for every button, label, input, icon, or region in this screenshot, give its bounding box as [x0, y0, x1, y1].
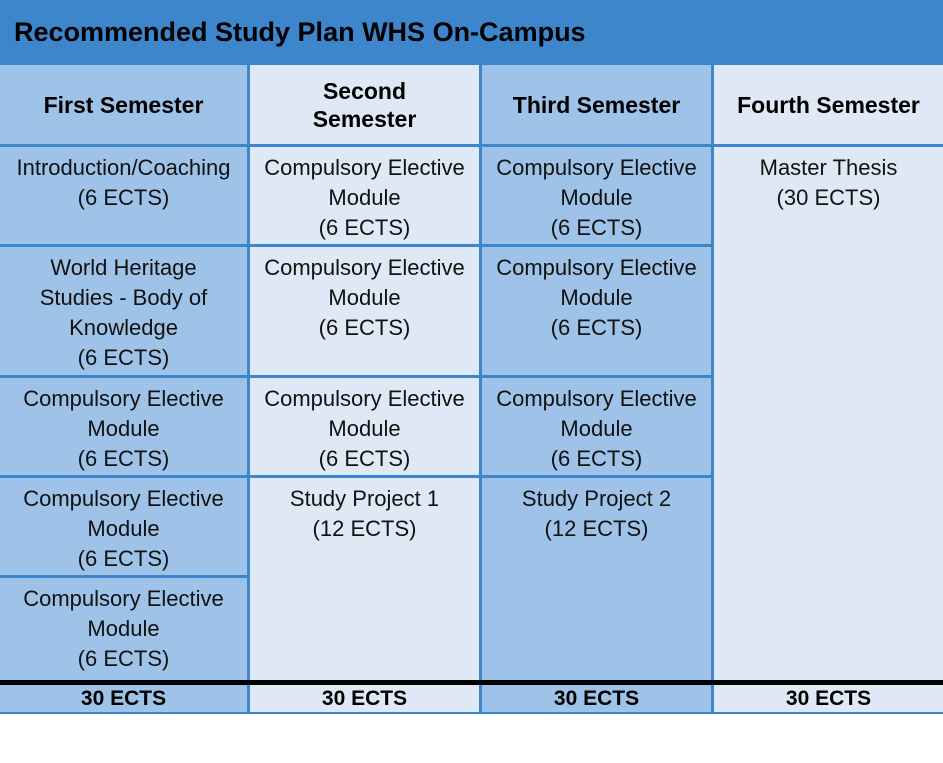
module-line: Compulsory Elective — [264, 155, 465, 180]
module-line: Compulsory Elective — [496, 386, 697, 411]
module-cell — [482, 247, 711, 378]
column-header-line: Fourth Semester — [737, 91, 920, 118]
column-third-semester — [482, 65, 711, 680]
module-line: Study Project 2 — [521, 486, 672, 511]
module-line: Module — [87, 416, 160, 441]
module-line: World Heritage — [50, 255, 197, 280]
module-cell — [250, 378, 479, 478]
title-bar — [0, 0, 943, 65]
module-line: (6 ECTS) — [77, 185, 170, 210]
module-line: Module — [328, 185, 401, 210]
module-cell — [0, 378, 247, 478]
column-header — [714, 65, 943, 147]
module-line: (6 ECTS) — [550, 446, 643, 471]
module-line: (12 ECTS) — [544, 516, 649, 541]
module-cell — [250, 147, 479, 247]
module-line: Compulsory Elective — [496, 255, 697, 280]
module-line: Master Thesis — [759, 155, 898, 180]
module-line: Module — [87, 616, 160, 641]
module-line: (6 ECTS) — [77, 345, 170, 370]
column-header — [250, 65, 479, 147]
column-divider — [479, 65, 482, 714]
module-line: Compulsory Elective — [23, 486, 224, 511]
module-line: Knowledge — [69, 315, 178, 340]
module-line: (30 ECTS) — [776, 185, 881, 210]
total-cell: 30 ECTS — [0, 685, 247, 714]
total-cell: 30 ECTS — [250, 685, 479, 714]
column-header-line: First Semester — [43, 91, 204, 118]
module-cell — [0, 578, 247, 680]
column-header — [482, 65, 711, 147]
module-line: Module — [328, 285, 401, 310]
page-title: Recommended Study Plan WHS On-Campus — [14, 17, 586, 47]
module-cell — [250, 247, 479, 378]
module-cell — [0, 478, 247, 578]
module-line: (6 ECTS) — [550, 315, 643, 340]
module-cell — [714, 147, 943, 680]
module-cell — [0, 147, 247, 247]
module-line: Compulsory Elective — [496, 155, 697, 180]
module-line: (6 ECTS) — [318, 215, 411, 240]
column-second-semester — [250, 65, 479, 680]
module-line: (6 ECTS) — [77, 646, 170, 671]
module-line: (12 ECTS) — [312, 516, 417, 541]
module-cell — [250, 478, 479, 680]
column-divider — [711, 65, 714, 714]
module-line: (6 ECTS) — [77, 446, 170, 471]
module-line: Module — [560, 416, 633, 441]
module-cell — [482, 147, 711, 247]
module-line: Introduction/Coaching — [16, 155, 231, 180]
module-line: (6 ECTS) — [318, 315, 411, 340]
total-cell: 30 ECTS — [714, 685, 943, 714]
module-line: (6 ECTS) — [77, 546, 170, 571]
module-line: Compulsory Elective — [264, 255, 465, 280]
column-divider — [247, 65, 250, 714]
module-line: Compulsory Elective — [23, 586, 224, 611]
module-cell — [0, 247, 247, 378]
column-header-line: Semester — [312, 105, 417, 132]
module-line: Compulsory Elective — [264, 386, 465, 411]
module-line: Module — [560, 285, 633, 310]
module-line: Module — [87, 516, 160, 541]
module-line: (6 ECTS) — [550, 215, 643, 240]
module-cell — [482, 478, 711, 680]
module-line: Studies - Body of — [39, 285, 208, 310]
module-line: Study Project 1 — [289, 486, 440, 511]
module-line: Module — [560, 185, 633, 210]
column-fourth-semester — [714, 65, 943, 680]
module-cell — [482, 378, 711, 478]
column-header — [0, 65, 247, 147]
total-cell: 30 ECTS — [482, 685, 711, 714]
module-line: Compulsory Elective — [23, 386, 224, 411]
module-line: Module — [328, 416, 401, 441]
column-header-line: Third Semester — [512, 91, 681, 118]
column-header-line: Second — [322, 77, 407, 104]
column-first-semester — [0, 65, 247, 680]
module-line: (6 ECTS) — [318, 446, 411, 471]
